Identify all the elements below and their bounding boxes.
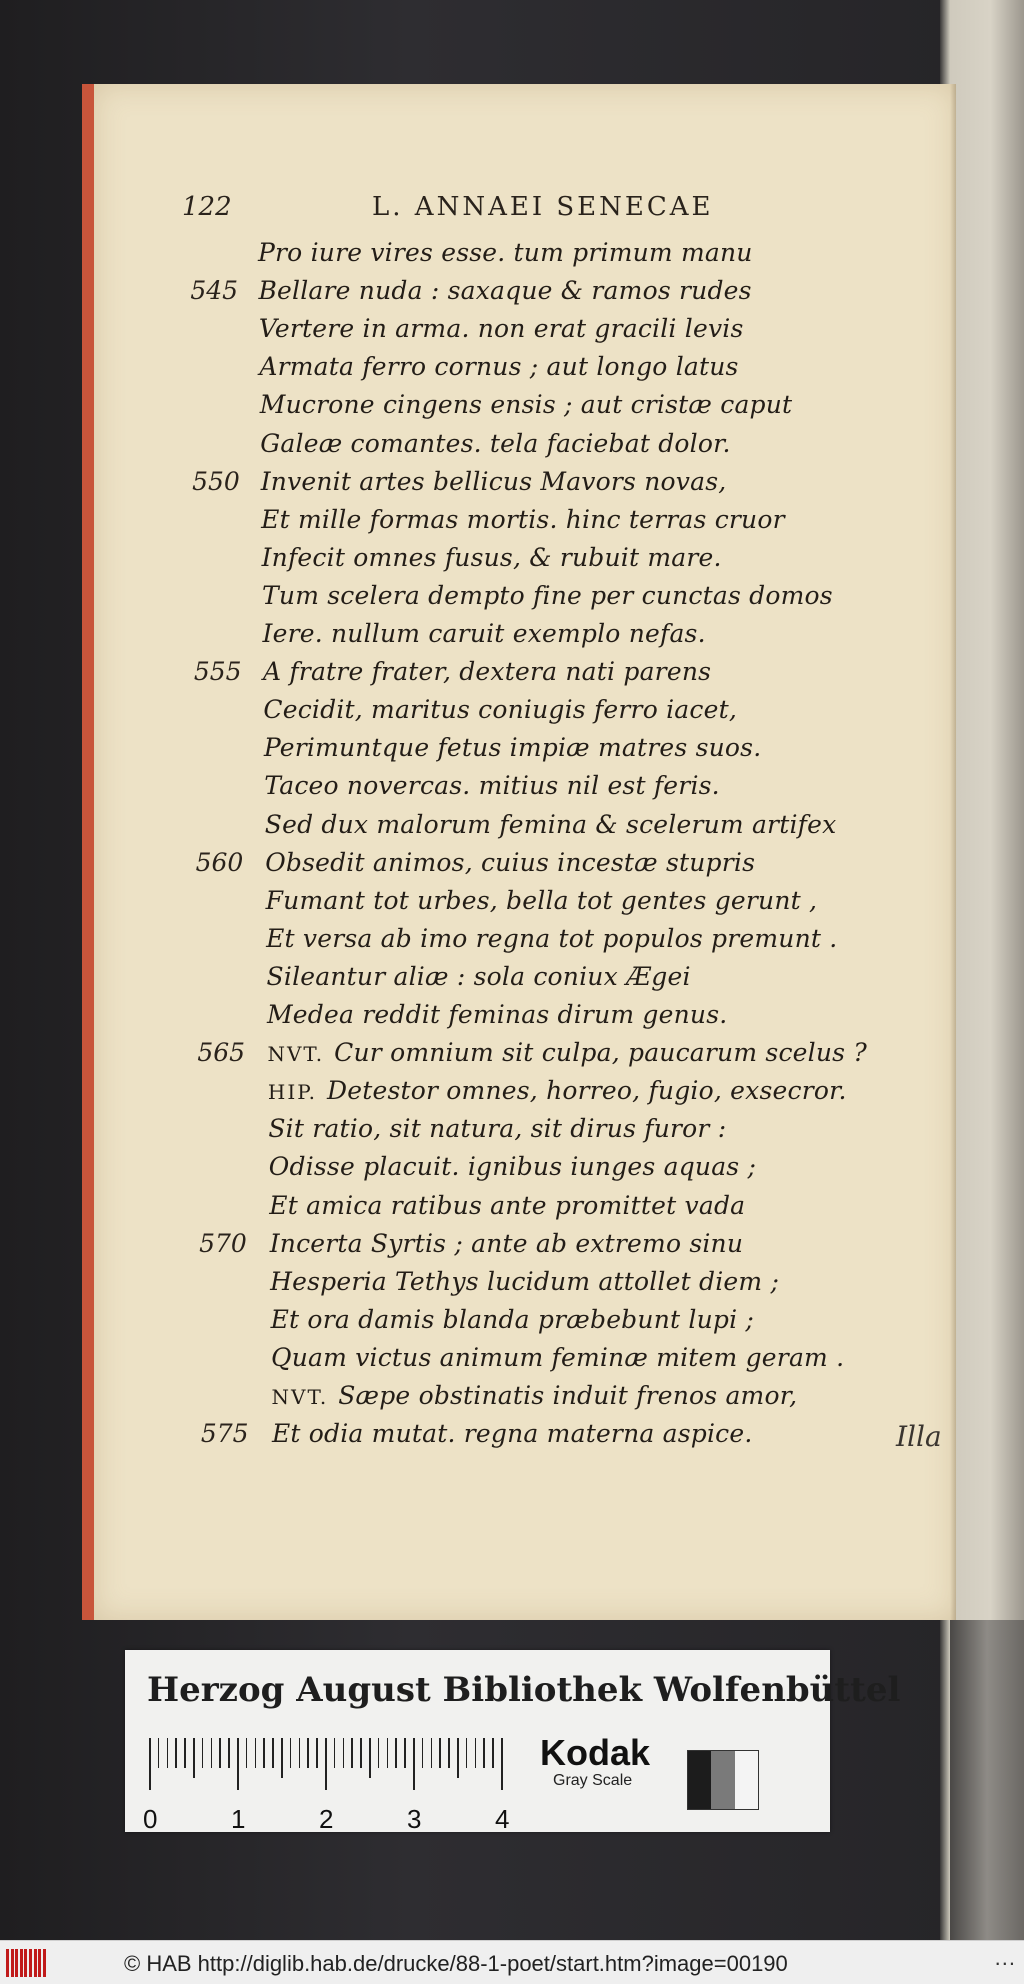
ruler-tick — [378, 1738, 380, 1768]
ruler-label: 0 — [143, 1804, 158, 1834]
adjacent-page-shadow — [950, 1620, 1024, 1940]
ruler-tick — [316, 1738, 318, 1768]
verse-number: 550 — [192, 466, 240, 496]
verse-text — [267, 962, 691, 991]
ruler-tick — [483, 1738, 485, 1768]
verse-number: 555 — [193, 657, 242, 687]
verse-content: Detestor omnes, horreo, fugio, exsecror. — [327, 1076, 847, 1106]
verse-content: Hesperia Tethys lucidum attollet diem ; — [270, 1266, 780, 1296]
verse-number: 570 — [199, 1228, 247, 1258]
ruler-tick — [193, 1738, 195, 1778]
verse-content: Fumant tot urbes, bella tot gentes gerunt , — [265, 885, 818, 915]
verse-content: Sæpe obstinatis induit frenos amor, — [338, 1381, 798, 1410]
verse-content: Cecidit, maritus coniugis ferro iacet, — [263, 695, 737, 725]
swatch-patch — [711, 1751, 734, 1809]
verse-number: 560 — [195, 847, 244, 877]
logo-bar — [24, 1949, 27, 1977]
ruler-tick — [202, 1738, 204, 1768]
ruler-tick — [369, 1738, 371, 1778]
verse-text — [262, 543, 722, 572]
verse-text — [270, 1267, 779, 1296]
ruler-tick — [246, 1738, 248, 1768]
ruler-tick — [325, 1738, 327, 1790]
gray-scale-label: Gray Scale — [553, 1772, 633, 1789]
ruler-tick — [439, 1738, 441, 1768]
verse-text — [258, 276, 751, 305]
verse-text — [269, 1152, 756, 1181]
ruler-tick — [492, 1738, 494, 1768]
swatch-patch — [735, 1751, 758, 1809]
verse-text — [268, 1114, 726, 1143]
verse-text — [259, 314, 744, 343]
library-name: Herzog August Bibliothek Wolfenbüttel — [147, 1670, 901, 1710]
ruler-tick — [351, 1738, 353, 1768]
verse-content: Et mille formas mortis. hinc terras cruor — [261, 504, 785, 534]
verse-text — [272, 1381, 798, 1410]
verse-content: Odisse placuit. ignibus iunges aquas ; — [268, 1152, 757, 1182]
verse-content: Et ora damis blanda præbebunt lupi ; — [270, 1304, 755, 1334]
logo-bar — [34, 1949, 37, 1977]
verse-text — [272, 1419, 753, 1448]
verse-content: Sit ratio, sit natura, sit dirus furor : — [268, 1114, 727, 1144]
ruler-tick — [501, 1738, 503, 1790]
kodak-logo: Kodak — [540, 1732, 651, 1773]
verse-text — [268, 1076, 847, 1105]
speaker-label: NVT. — [267, 1042, 325, 1067]
verse-number: 565 — [197, 1038, 246, 1068]
verse-text — [260, 390, 793, 419]
verse-content: Galeæ comantes. tela faciebat dolor. — [260, 428, 731, 458]
ruler-label: 4 — [495, 1804, 510, 1834]
verse-text — [267, 1038, 866, 1067]
ruler-tick — [167, 1738, 169, 1768]
verse-text — [269, 1191, 745, 1220]
verse-content: Medea reddit feminas dirum genus. — [267, 1000, 728, 1029]
ruler-tick — [475, 1738, 477, 1768]
verse-text — [265, 848, 755, 877]
ruler-tick — [149, 1738, 151, 1790]
logo-bar — [38, 1949, 41, 1977]
verse-content: Iere. nullum caruit exemplo nefas. — [262, 619, 706, 648]
ruler-tick — [360, 1738, 362, 1768]
verse-content: Tum scelera dempto fine per cunctas domos — [262, 580, 833, 610]
ruler-tick — [158, 1738, 160, 1768]
logo-bar — [6, 1949, 9, 1977]
verse-text — [259, 352, 738, 381]
ruler-label: 2 — [319, 1804, 334, 1834]
verse-text — [263, 619, 706, 648]
ruler-tick — [343, 1738, 345, 1768]
verse-text — [262, 581, 833, 610]
verse-text — [265, 810, 837, 839]
verse-text — [260, 429, 730, 458]
speaker-label: HIP. — [267, 1080, 317, 1105]
verse-text — [266, 924, 837, 953]
logo-bar — [11, 1949, 14, 1977]
viewer-footer — [0, 1940, 1024, 1984]
verse-content: Taceo novercas. mitius nil est feris. — [264, 771, 720, 801]
ruler-tick — [237, 1738, 239, 1790]
swatch-patch — [688, 1751, 711, 1809]
logo-bar — [29, 1949, 32, 1977]
ruler-label: 3 — [407, 1804, 422, 1834]
page-header — [182, 192, 742, 232]
verse-text — [264, 771, 720, 800]
verse-text — [263, 695, 737, 724]
logo-bar — [15, 1949, 18, 1977]
verse-content: Quam victus animum feminæ mitem geram . — [271, 1342, 845, 1372]
ruler-tick — [272, 1738, 274, 1768]
verse-text — [261, 505, 785, 534]
logo-bar — [43, 1949, 46, 1977]
verse-text — [266, 886, 818, 915]
ruler-tick — [175, 1738, 177, 1768]
verse-content: Et odia mutat. regna materna aspice. — [271, 1419, 753, 1449]
copyright-link[interactable]: © HAB http://diglib.hab.de/drucke/88-1-poet/start.htm?image=00190 — [124, 1951, 788, 1976]
ruler-tick — [281, 1738, 283, 1778]
verse-text — [271, 1305, 754, 1334]
ruler-tick — [466, 1738, 468, 1768]
gray-swatch — [687, 1750, 759, 1810]
verse-content: Et versa ab imo regna tot populos premunt . — [266, 923, 838, 953]
ruler-tick — [228, 1738, 230, 1768]
verse-content: Infecit omnes fusus, & rubuit mare. — [261, 542, 722, 572]
ruler-tick — [413, 1738, 415, 1790]
ruler-tick — [219, 1738, 221, 1768]
ruler-tick — [448, 1738, 450, 1768]
ruler-tick — [334, 1738, 336, 1768]
ruler-tick — [211, 1738, 213, 1768]
verse-content: Incerta Syrtis ; ante ab extremo sinu — [269, 1228, 744, 1258]
ruler-tick — [255, 1738, 257, 1768]
ruler-tick — [307, 1738, 309, 1768]
page-gutter-shadow — [950, 84, 956, 1620]
verse-content: Perimuntque fetus impiæ matres suos. — [263, 733, 762, 763]
ruler-tick — [387, 1738, 389, 1768]
verse-content: Cur omnium sit culpa, paucarum scelus ? — [334, 1038, 867, 1068]
ruler-tick — [404, 1738, 406, 1768]
ruler-tick — [395, 1738, 397, 1768]
verse-text — [270, 1229, 743, 1258]
ruler-tick — [263, 1738, 265, 1768]
verse-content: Armata ferro cornus ; aut longo latus — [259, 352, 739, 382]
ruler-tick — [457, 1738, 459, 1778]
margin-note: Illa — [896, 1420, 942, 1453]
ruler-tick — [299, 1738, 301, 1768]
hab-logo-icon — [6, 1949, 48, 1977]
ruler-tick — [431, 1738, 433, 1768]
page-number: 122 — [182, 192, 232, 222]
verse-text — [258, 238, 753, 267]
ruler-tick — [290, 1738, 292, 1768]
verse-content: Invenit artes bellicus Mavors novas, — [260, 466, 727, 496]
verse-number: 575 — [200, 1419, 249, 1449]
logo-bar — [20, 1949, 23, 1977]
ruler-tick — [422, 1738, 424, 1768]
ruler-label: 1 — [231, 1804, 246, 1834]
verse-text — [271, 1343, 844, 1372]
verse-content: Bellare nuda : saxaque & ramos rudes — [258, 276, 752, 306]
verse-text — [261, 467, 727, 496]
color-calibration-target — [125, 1650, 901, 1834]
verse-text — [267, 1000, 727, 1029]
verse-text — [264, 733, 762, 762]
verse-number: 545 — [190, 276, 239, 306]
verse-content: Pro iure vires esse. tum primum manu — [258, 238, 753, 267]
more-menu-icon[interactable]: ... — [994, 1945, 1016, 1970]
ruler-tick — [184, 1738, 186, 1768]
verse-content: Vertere in arma. non erat gracili levis — [258, 314, 744, 344]
verse-content: A fratre frater, dextera nati parens — [262, 657, 712, 687]
verse-text — [263, 657, 711, 686]
verse-content: Sed dux malorum femina & scelerum artifex — [264, 809, 837, 839]
scale-ruler — [143, 1738, 510, 1834]
verse-content: Mucrone cingens ensis ; aut cristæ caput — [259, 390, 793, 420]
verse-content: Sileantur aliæ : sola coniux Ægei — [266, 961, 691, 991]
verse-content: Obsedit animos, cuius incestæ stupris — [265, 847, 756, 877]
running-head: L. ANNAEI SENECAE — [372, 192, 714, 222]
verse-content: Et amica ratibus ante promittet vada — [269, 1190, 746, 1220]
speaker-label: NVT. — [271, 1385, 329, 1409]
